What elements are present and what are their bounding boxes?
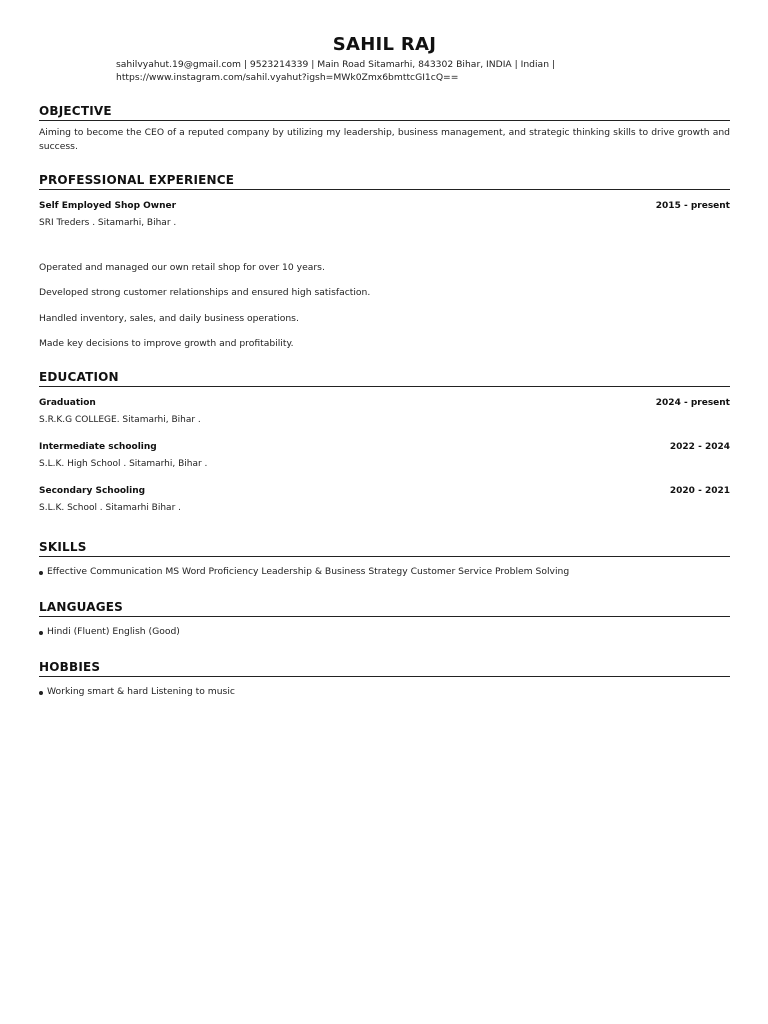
section-title-objective: OBJECTIVE [39,102,730,121]
education-period: 2024 - present [655,398,730,408]
hobbies-list-item [39,686,730,697]
contact-info [116,58,656,84]
experience-section [39,171,730,356]
section-title-hobbies: HOBBIES [39,658,730,677]
experience-point: Made key decisions to improve growth and profitability. [39,338,294,349]
languages-list-item [39,626,730,637]
bullet-icon [39,691,43,695]
job-title: Self Employed Shop Owner [39,201,177,211]
education-degree: Secondary Schooling [39,486,146,496]
education-period: 2022 - 2024 [669,442,730,452]
languages-text: Hindi (Fluent) English (Good) [47,626,180,637]
section-title-experience: PROFESSIONAL EXPERIENCE [39,171,730,190]
education-row [39,486,730,500]
hobbies-text: Working smart & hard Listening to music [47,686,235,697]
bullet-icon [39,631,43,635]
resume-name: SAHIL RAJ [332,34,437,55]
skills-text: Effective Communication MS Word Proficiency Leadership & Business Strategy Customer Service Problem Solving [47,566,570,577]
experience-point: Handled inventory, sales, and daily business operations. [39,313,299,324]
experience-point: Developed strong customer relationships and ensured high satisfaction. [39,287,371,298]
bullet-icon [39,571,43,575]
company-location: SRI Treders . Sitamarhi, Bihar . [39,218,177,228]
education-row [39,398,730,412]
experience-point: Operated and managed our own retail shop for over 10 years. [39,262,325,273]
job-period: 2015 - present [655,201,730,211]
objective-text: Aiming to become the CEO of a reputed company by utilizing my leadership, business management, and strategic thinking skills to drive growth and success. [39,127,730,152]
education-school: S.L.K. School . Sitamarhi Bihar . [39,503,181,513]
experience-header-row [39,201,730,215]
education-school: S.R.K.G COLLEGE. Sitamarhi, Bihar . [39,415,201,425]
objective-section [39,102,730,153]
section-title-languages: LANGUAGES [39,598,730,617]
skills-section [39,538,730,577]
education-school: S.L.K. High School . Sitamarhi, Bihar . [39,459,208,469]
languages-section [39,598,730,637]
education-degree: Graduation [39,398,96,408]
contact-details: sahilvyahut.19@gmail.com | 9523214339 | Main Road Sitamarhi, 843302 Bihar, INDIA | Indian | [116,59,556,70]
hobbies-section [39,658,730,697]
section-title-education: EDUCATION [39,368,730,387]
education-degree: Intermediate schooling [39,442,157,452]
education-section [39,368,730,517]
section-title-skills: SKILLS [39,538,730,557]
education-row [39,442,730,456]
instagram-link[interactable]: https://www.instagram.com/sahil.vyahut?igsh=MWk0Zmx6bmttcGI1cQ== [116,72,459,83]
skills-list-item [39,566,730,577]
education-period: 2020 - 2021 [669,486,730,496]
